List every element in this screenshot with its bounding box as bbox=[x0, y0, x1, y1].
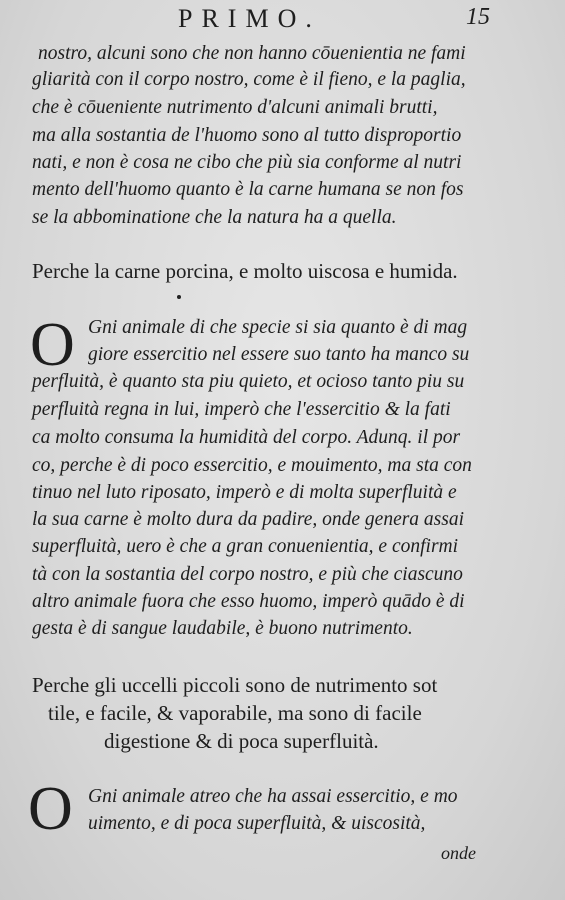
running-head: PRIMO. bbox=[178, 4, 321, 33]
text-line: giore essercitio nel essere suo tanto ha manco su bbox=[88, 344, 470, 365]
page-number: 15 bbox=[466, 4, 490, 30]
text-line: Gni animale di che specie si sia quanto è di mag bbox=[88, 317, 468, 338]
text-line: ca molto consuma la humidità del corpo. Adunq. il por bbox=[32, 427, 461, 448]
text-line: se la abbominatione che la natura ha a quella. bbox=[32, 207, 397, 228]
text-line: gliarità con il corpo nostro, come è il fieno, e la paglia, bbox=[32, 69, 466, 90]
text-line: perfluità regna in lui, imperò che l'essercitio & la fati bbox=[32, 399, 451, 420]
text-line: Gni animale atreo che ha assai essercitio, e mo bbox=[88, 786, 458, 807]
text-line: ma alla sostantia de l'huomo sono al tutto disproportio bbox=[32, 125, 462, 146]
ink-speck bbox=[177, 295, 181, 299]
text-line: che è cōueniente nutrimento d'alcuni animali brutti, bbox=[32, 97, 438, 118]
text-line: perfluità, è quanto sta piu quieto, et ocioso tanto piu su bbox=[32, 371, 465, 392]
text-line: uimento, e di poca superfluità, & uiscosità, bbox=[88, 813, 426, 834]
section-heading: digestione & di poca superfluità. bbox=[104, 729, 379, 753]
page-header bbox=[0, 4, 565, 34]
text-line: superfluità, uero è che a gran conuenientia, e confirmi bbox=[32, 536, 459, 557]
drop-cap: O bbox=[28, 775, 73, 843]
text-line: nostro, alcuni sono che non hanno cōuenientia ne fami bbox=[38, 43, 466, 64]
text-line: la sua carne è molto dura da padire, onde genera assai bbox=[32, 509, 465, 530]
catchword: onde bbox=[441, 843, 476, 863]
text-line: nati, e non è cosa ne cibo che più sia conforme al nutri bbox=[32, 152, 462, 173]
section-heading: tile, e facile, & vaporabile, ma sono di facile bbox=[48, 701, 422, 725]
text-line: gesta è di sangue laudabile, è buono nutrimento. bbox=[32, 618, 413, 639]
section-heading: Perche gli uccelli piccoli sono de nutrimento sot bbox=[32, 673, 438, 697]
text-line: mento dell'huomo quanto è la carne humana se non fos bbox=[32, 179, 464, 200]
text-line: altro animale fuora che esso huomo, imperò quādo è di bbox=[32, 591, 465, 612]
drop-cap: O bbox=[30, 311, 75, 379]
text-line: co, perche è di poco essercitio, e mouimento, ma sta con bbox=[32, 455, 472, 476]
text-line: tinuo nel luto riposato, imperò e di molta superfluità e bbox=[32, 482, 457, 503]
text-line: tà con la sostantia del corpo nostro, e più che ciascuno bbox=[32, 564, 463, 585]
section-heading: Perche la carne porcina, e molto uiscosa e humida. bbox=[32, 259, 458, 283]
